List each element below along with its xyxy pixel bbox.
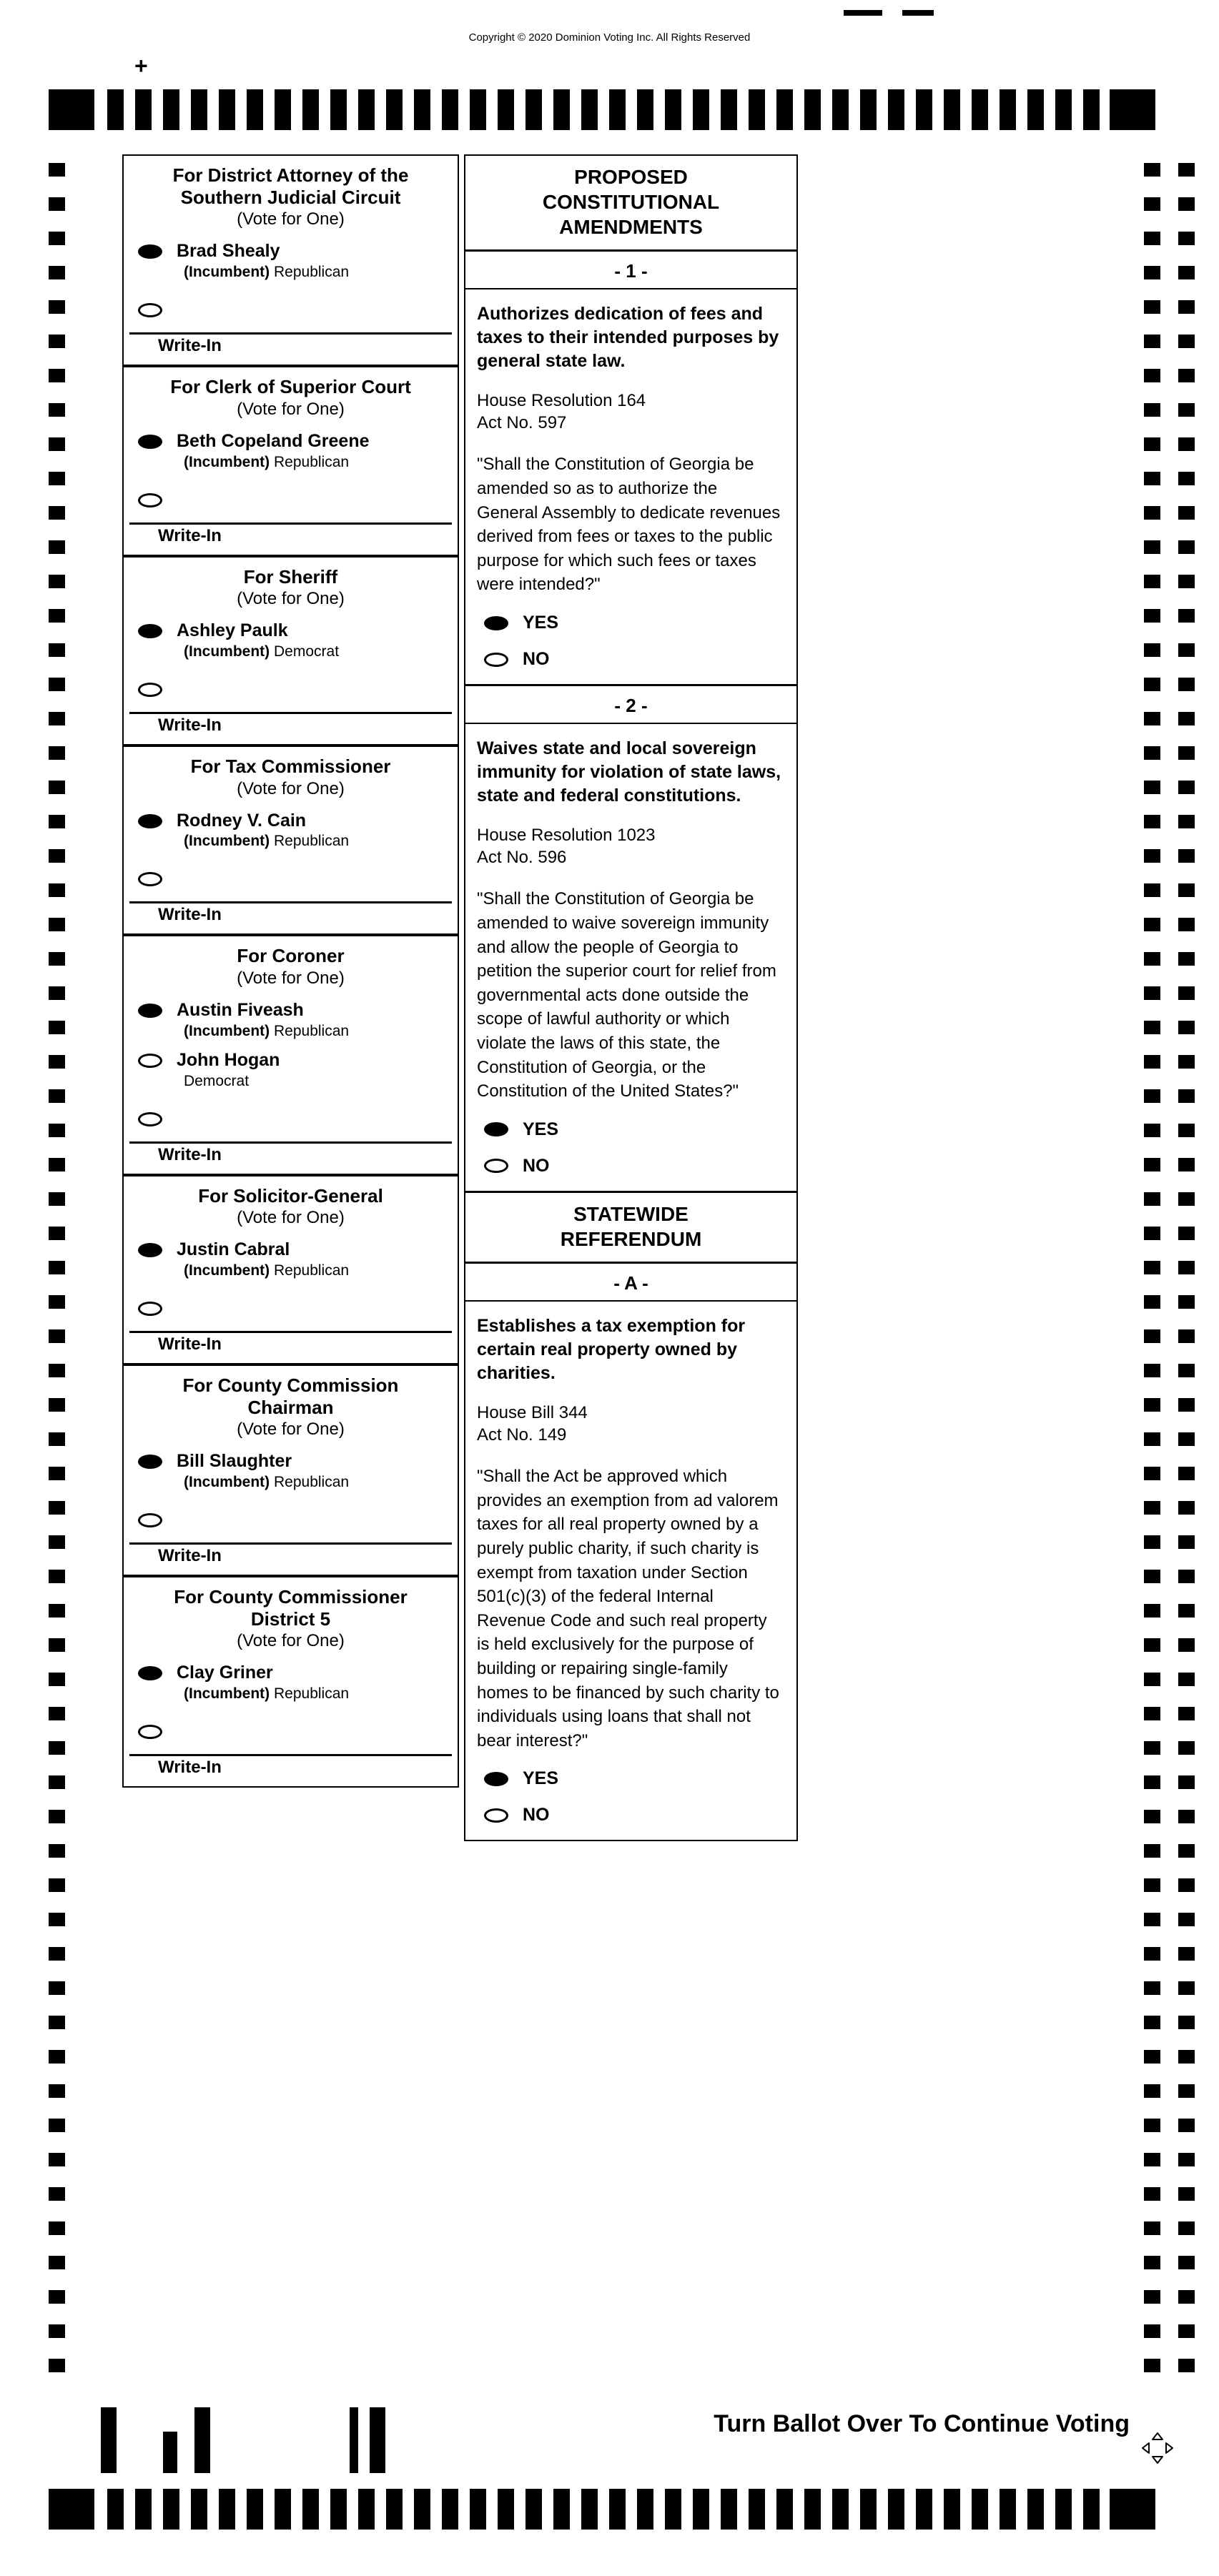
measure-citation: House Resolution 164 Act No. 597 xyxy=(477,391,646,432)
party-label: Republican xyxy=(274,1022,350,1039)
write-in-bubble-row xyxy=(138,1298,458,1319)
yes-row xyxy=(484,1768,782,1789)
contest-coroner xyxy=(124,936,458,1176)
measure-number: - A - xyxy=(465,1264,796,1302)
candidate-detail xyxy=(184,264,349,281)
move-cursor-icon xyxy=(1141,2432,1174,2468)
vote-for-instruction: (Vote for One) xyxy=(237,778,345,798)
no-row xyxy=(484,1805,782,1826)
write-in-label: Write-In xyxy=(158,905,222,925)
measure-summary: Authorizes dedication of fees and taxes to their intended purposes by general state law. xyxy=(477,304,779,371)
write-in-line[interactable] xyxy=(129,332,452,335)
write-in-line[interactable] xyxy=(129,522,452,525)
contest-district-attorney xyxy=(124,156,458,367)
referendum-header: STATEWIDE REFERENDUM xyxy=(465,1193,796,1264)
candidate-name: Justin Cabral xyxy=(177,1239,290,1260)
measure-citation: House Bill 344 Act No. 149 xyxy=(477,1402,588,1445)
party-label: Republican xyxy=(274,453,350,470)
measure-referendum-a xyxy=(465,1264,796,1841)
timing-marks-right-outer xyxy=(1178,163,1195,2382)
vote-for-instruction: (Vote for One) xyxy=(237,209,345,229)
candidate-bubble[interactable] xyxy=(138,435,162,449)
candidate-bubble[interactable] xyxy=(138,1243,162,1257)
write-in-bubble-row xyxy=(138,299,458,321)
write-in-bubble-row xyxy=(138,1721,458,1743)
measure-amendment-1 xyxy=(465,252,796,686)
candidate-name: Brad Shealy xyxy=(177,241,280,262)
write-in-bubble[interactable] xyxy=(138,303,162,317)
write-in-bubble[interactable] xyxy=(138,872,162,886)
candidate-name: Rodney V. Cain xyxy=(177,810,307,831)
no-row xyxy=(484,649,782,670)
candidate-row xyxy=(138,811,458,851)
no-label: NO xyxy=(523,1805,550,1826)
timing-corner-block xyxy=(1110,2489,1155,2530)
no-bubble[interactable] xyxy=(484,1808,508,1823)
party-label: Republican xyxy=(274,833,350,850)
incumbent-label: (Incumbent) xyxy=(184,264,270,281)
contest-title: For County Commission Chairman xyxy=(182,1374,399,1418)
candidate-row xyxy=(138,1451,458,1491)
write-in-label: Write-In xyxy=(158,715,222,735)
candidate-name: Bill Slaughter xyxy=(177,1451,292,1472)
incumbent-label: (Incumbent) xyxy=(184,643,270,660)
timing-corner-block xyxy=(1110,89,1155,130)
yes-label: YES xyxy=(523,1768,559,1789)
candidate-detail xyxy=(184,833,349,850)
candidate-row xyxy=(138,1239,458,1279)
timing-corner-block xyxy=(49,2489,94,2530)
candidate-detail xyxy=(184,454,370,471)
candidate-row xyxy=(138,1663,458,1703)
vote-for-instruction: (Vote for One) xyxy=(237,589,345,609)
incumbent-label: (Incumbent) xyxy=(184,1022,270,1039)
candidate-name: Clay Griner xyxy=(177,1663,273,1683)
candidate-bubble[interactable] xyxy=(138,244,162,259)
ballot-id-mark xyxy=(350,2407,358,2473)
contest-sheriff xyxy=(124,558,458,747)
write-in-bubble-row xyxy=(138,490,458,511)
write-in-label: Write-In xyxy=(158,525,222,545)
contest-title: For Coroner xyxy=(237,945,345,967)
contest-title: For Solicitor-General xyxy=(198,1184,383,1207)
measure-citation: House Resolution 1023 Act No. 596 xyxy=(477,826,656,867)
turn-ballot-over-text: Turn Ballot Over To Continue Voting xyxy=(714,2410,1130,2437)
contest-county-commissioner-district-5 xyxy=(124,1577,458,1778)
candidate-row xyxy=(138,241,458,281)
candidate-row xyxy=(138,620,458,660)
measure-number: - 2 - xyxy=(465,686,796,724)
ballot-id-mark xyxy=(194,2407,210,2473)
no-bubble[interactable] xyxy=(484,653,508,667)
contest-title: For Tax Commissioner xyxy=(190,755,391,777)
candidate-detail xyxy=(184,1262,349,1279)
contest-title: For County Commissioner District 5 xyxy=(174,1586,408,1630)
vote-for-instruction: (Vote for One) xyxy=(237,399,345,419)
candidate-bubble[interactable] xyxy=(138,1054,162,1068)
write-in-label: Write-In xyxy=(158,1546,222,1566)
candidate-bubble[interactable] xyxy=(138,624,162,638)
candidate-detail xyxy=(184,1685,349,1703)
amendments-header: PROPOSED CONSTITUTIONAL AMENDMENTS xyxy=(465,156,796,252)
candidate-detail xyxy=(184,1474,349,1491)
yes-bubble[interactable] xyxy=(484,616,508,630)
write-in-label: Write-In xyxy=(158,336,222,356)
candidate-row xyxy=(138,431,458,471)
candidate-row xyxy=(138,1050,458,1090)
ballot-id-mark xyxy=(101,2407,117,2473)
yes-label: YES xyxy=(523,613,559,633)
write-in-bubble-row xyxy=(138,1109,458,1130)
write-in-line[interactable] xyxy=(129,1754,452,1756)
party-label: Republican xyxy=(274,1474,350,1491)
vote-for-instruction: (Vote for One) xyxy=(237,969,345,989)
candidate-detail xyxy=(184,643,339,660)
timing-marks-top xyxy=(107,89,1101,130)
candidate-detail xyxy=(184,1073,280,1090)
contest-tax-commissioner xyxy=(124,747,458,936)
contest-solicitor-general xyxy=(124,1176,458,1366)
write-in-bubble[interactable] xyxy=(138,1112,162,1126)
write-in-bubble[interactable] xyxy=(138,1725,162,1739)
no-bubble[interactable] xyxy=(484,1159,508,1173)
no-label: NO xyxy=(523,1155,550,1176)
write-in-label: Write-In xyxy=(158,1334,222,1354)
timing-corner-block xyxy=(49,89,94,130)
write-in-label: Write-In xyxy=(158,1758,222,1778)
contest-title: For Clerk of Superior Court xyxy=(170,376,411,398)
write-in-bubble[interactable] xyxy=(138,493,162,507)
ballot-id-mark xyxy=(370,2407,385,2473)
candidate-name: Ashley Paulk xyxy=(177,620,288,641)
yes-bubble[interactable] xyxy=(484,1772,508,1786)
candidate-bubble[interactable] xyxy=(138,1004,162,1018)
write-in-bubble[interactable] xyxy=(138,683,162,697)
vote-for-instruction: (Vote for One) xyxy=(237,1631,345,1651)
yes-row xyxy=(484,1119,782,1140)
yes-bubble[interactable] xyxy=(484,1122,508,1136)
measure-question: "Shall the Constitution of Georgia be amended to waive sovereign immunity and allow the people of Georgia to petition the superior court for relief from governmental acts done outside the scope of lawful authority or which violate the laws of this state, the Constitution of Georgia, or the Constitution of the United States?" xyxy=(477,889,776,1101)
candidate-bubble[interactable] xyxy=(138,814,162,828)
registration-dash xyxy=(844,10,882,16)
measures-column xyxy=(464,154,798,1841)
incumbent-label: (Incumbent) xyxy=(184,833,270,850)
yes-row xyxy=(484,613,782,633)
party-label: Democrat xyxy=(274,643,340,660)
measure-amendment-2 xyxy=(465,686,796,1193)
vote-for-instruction: (Vote for One) xyxy=(237,1420,345,1440)
write-in-label: Write-In xyxy=(158,1144,222,1164)
timing-marks-left xyxy=(49,163,65,2382)
incumbent-label: (Incumbent) xyxy=(184,1685,270,1703)
write-in-line[interactable] xyxy=(129,712,452,714)
candidate-name: John Hogan xyxy=(177,1049,280,1070)
contest-clerk-superior-court xyxy=(124,367,458,557)
candidate-row xyxy=(138,1000,458,1040)
vote-for-instruction: (Vote for One) xyxy=(237,1208,345,1228)
write-in-bubble-row xyxy=(138,1510,458,1531)
timing-marks-right-inner xyxy=(1144,163,1160,2382)
candidate-detail xyxy=(184,1023,349,1040)
measure-summary: Waives state and local sovereign immunity for violation of state laws, state and federal constitutions. xyxy=(477,738,781,806)
candidate-bubble[interactable] xyxy=(138,1666,162,1680)
registration-dash xyxy=(902,10,934,16)
contests-column xyxy=(122,154,459,1788)
write-in-bubble[interactable] xyxy=(138,1302,162,1316)
contest-title: For District Attorney of the Southern Judicial Circuit xyxy=(172,164,409,208)
candidate-name: Austin Fiveash xyxy=(177,1000,304,1021)
incumbent-label: (Incumbent) xyxy=(184,453,270,470)
party-label: Republican xyxy=(274,1685,350,1703)
write-in-bubble-row xyxy=(138,868,458,890)
write-in-line[interactable] xyxy=(129,1141,452,1144)
no-label: NO xyxy=(523,649,550,669)
timing-marks-bottom xyxy=(107,2489,1101,2530)
measure-summary: Establishes a tax exemption for certain real property owned by charities. xyxy=(477,1315,746,1383)
copyright-line: Copyright © 2020 Dominion Voting Inc. All Rights Reserved xyxy=(468,31,751,44)
measure-question: "Shall the Constitution of Georgia be amended so as to authorize the General Assembly to dedicate revenues derived from fees or taxes to the public purpose for which such fees or taxes were intended?" xyxy=(477,455,781,595)
candidate-name: Beth Copeland Greene xyxy=(177,430,370,451)
ballot-id-mark xyxy=(163,2432,177,2473)
contest-county-commission-chairman xyxy=(124,1366,458,1577)
party-label: Republican xyxy=(274,1262,350,1279)
party-label: Republican xyxy=(274,264,350,281)
measure-question: "Shall the Act be approved which provides an exemption from ad valorem taxes for all real property owned by a purely public charity, if such charity is exempt from taxation under Section 501(c)(3) of the federal Internal Revenue Code and such real property is held exclusively for the purpose of building or repairing single-family homes to be financed by such charity to individuals using loans that shall not bear interest?" xyxy=(477,1467,779,1750)
write-in-bubble[interactable] xyxy=(138,1513,162,1527)
write-in-bubble-row xyxy=(138,679,458,700)
registration-plus-mark: + xyxy=(134,53,148,79)
yes-label: YES xyxy=(523,1119,559,1139)
write-in-line[interactable] xyxy=(129,901,452,903)
incumbent-label: (Incumbent) xyxy=(184,1474,270,1491)
write-in-line[interactable] xyxy=(129,1542,452,1545)
candidate-bubble[interactable] xyxy=(138,1455,162,1469)
write-in-line[interactable] xyxy=(129,1331,452,1333)
incumbent-label: (Incumbent) xyxy=(184,1262,270,1279)
measure-number: - 1 - xyxy=(465,252,796,289)
contest-title: For Sheriff xyxy=(243,565,338,588)
party-label: Democrat xyxy=(184,1072,250,1089)
no-row xyxy=(484,1156,782,1176)
